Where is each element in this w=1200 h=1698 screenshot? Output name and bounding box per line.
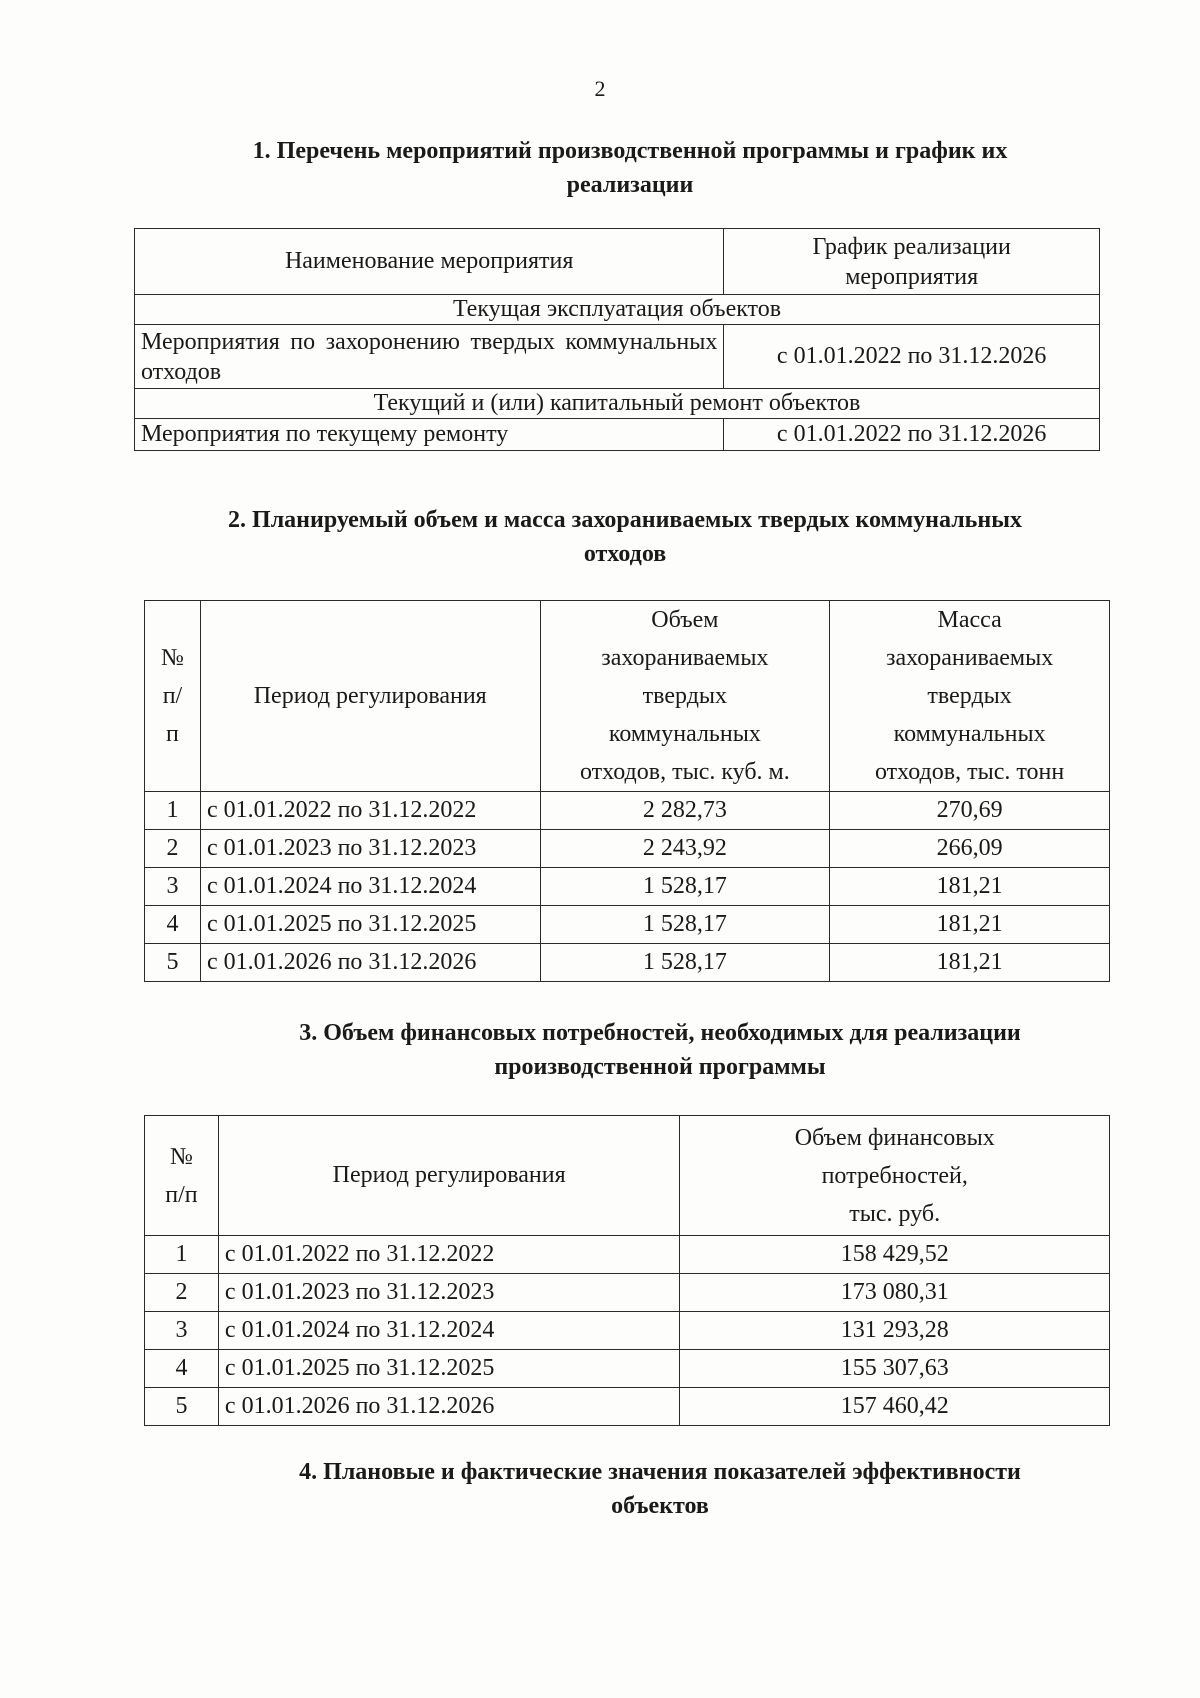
waste-row-mass: 181,21 — [830, 944, 1110, 982]
table-row — [145, 1350, 1110, 1388]
table-row — [145, 792, 1110, 830]
waste-row-period: с 01.01.2026 по 31.12.2026 — [200, 944, 540, 982]
measures-group-title: Текущая эксплуатация объектов — [135, 295, 1100, 325]
finance-row-num: 3 — [145, 1312, 219, 1350]
measures-header-schedule-line2: мероприятия — [845, 263, 979, 290]
waste-header-mass — [830, 601, 1110, 792]
finance-row-amount: 131 293,28 — [680, 1312, 1110, 1350]
waste-row-volume: 1 528,17 — [540, 944, 830, 982]
waste-header-mass-line: коммунальных — [893, 721, 1046, 747]
section4-title-line2: объектов — [611, 1493, 709, 1519]
waste-row-num: 5 — [145, 944, 201, 982]
waste-header-volume-line: Объем — [651, 607, 719, 633]
waste-row-num: 4 — [145, 906, 201, 944]
measures-header-schedule — [724, 229, 1100, 295]
waste-header-row — [145, 601, 1110, 792]
waste-row-volume: 2 282,73 — [540, 792, 830, 830]
waste-row-volume: 2 243,92 — [540, 830, 830, 868]
finance-row-amount: 155 307,63 — [680, 1350, 1110, 1388]
waste-row-volume: 1 528,17 — [540, 906, 830, 944]
finance-header-period: Период регулирования — [218, 1116, 680, 1236]
waste-row-mass: 181,21 — [830, 906, 1110, 944]
finance-header-amount-line: Объем финансовых — [794, 1124, 995, 1151]
finance-header-num-line: № — [170, 1143, 193, 1170]
section1-title — [0, 134, 1200, 202]
measures-group-row — [135, 389, 1100, 419]
table-row — [145, 830, 1110, 868]
waste-row-mass: 270,69 — [830, 792, 1110, 830]
finance-row-amount: 158 429,52 — [680, 1236, 1110, 1274]
table-row — [145, 944, 1110, 982]
waste-row-period: с 01.01.2022 по 31.12.2022 — [200, 792, 540, 830]
finance-header-amount-line: потребностей, — [821, 1162, 968, 1189]
finance-row-period: с 01.01.2024 по 31.12.2024 — [218, 1312, 680, 1350]
measures-group-title: Текущий и (или) капитальный ремонт объектов — [135, 389, 1100, 419]
waste-header-num — [145, 601, 201, 792]
waste-row-mass: 181,21 — [830, 868, 1110, 906]
waste-table — [144, 600, 1110, 982]
waste-header-volume-line: твердых — [642, 683, 728, 709]
section2-title-line1: 2. Планируемый объем и масса захораниваемых твердых коммунальных — [228, 507, 1022, 533]
waste-header-num-line: п/ — [162, 683, 183, 709]
finance-row-amount: 173 080,31 — [680, 1274, 1110, 1312]
measures-row — [135, 419, 1100, 451]
waste-row-period: с 01.01.2023 по 31.12.2023 — [200, 830, 540, 868]
measures-row-name: Мероприятия по захоронению твердых коммунальных отходов — [135, 325, 724, 389]
page-number: 2 — [594, 76, 606, 101]
measures-row-schedule: с 01.01.2022 по 31.12.2026 — [724, 325, 1100, 389]
table-row — [145, 868, 1110, 906]
finance-header-num-line: п/п — [165, 1181, 198, 1208]
measures-table — [134, 228, 1100, 451]
finance-header-num — [145, 1116, 219, 1236]
waste-header-num-line: п — [166, 721, 179, 747]
section3-title-line2: производственной программы — [494, 1054, 826, 1080]
finance-row-period: с 01.01.2023 по 31.12.2023 — [218, 1274, 680, 1312]
finance-row-num: 5 — [145, 1388, 219, 1426]
finance-header-row — [145, 1116, 1110, 1236]
section3-title-line1: 3. Объем финансовых потребностей, необходимых для реализации — [299, 1020, 1021, 1046]
table-row — [145, 906, 1110, 944]
measures-header-schedule-line1: График реализации — [812, 233, 1011, 260]
finance-row-period: с 01.01.2026 по 31.12.2026 — [218, 1388, 680, 1426]
waste-row-num: 2 — [145, 830, 201, 868]
finance-header-amount-line: тыс. руб. — [849, 1200, 941, 1227]
table-row — [145, 1388, 1110, 1426]
waste-header-volume — [540, 601, 830, 792]
table-row — [145, 1236, 1110, 1274]
measures-row-schedule: с 01.01.2022 по 31.12.2026 — [724, 419, 1100, 451]
waste-header-period: Период регулирования — [200, 601, 540, 792]
finance-row-period: с 01.01.2025 по 31.12.2025 — [218, 1350, 680, 1388]
finance-row-num: 1 — [145, 1236, 219, 1274]
section4-title-line1: 4. Плановые и фактические значения показателей эффективности — [299, 1459, 1021, 1485]
waste-row-num: 1 — [145, 792, 201, 830]
waste-header-mass-line: твердых — [927, 683, 1012, 709]
waste-header-volume-line: отходов, тыс. куб. м. — [579, 759, 790, 785]
measures-row — [135, 325, 1100, 389]
table-row — [145, 1274, 1110, 1312]
section1-title-line2: реализации — [566, 172, 694, 198]
waste-header-mass-line: отходов, тыс. тонн — [874, 759, 1065, 785]
section2-title-line2: отходов — [583, 541, 667, 567]
finance-table — [144, 1115, 1110, 1426]
finance-row-num: 4 — [145, 1350, 219, 1388]
measures-header-name: Наименование мероприятия — [135, 229, 724, 295]
section2-title — [0, 503, 1200, 571]
measures-row-name: Мероприятия по текущему ремонту — [135, 419, 724, 451]
measures-group-row — [135, 295, 1100, 325]
waste-row-period: с 01.01.2024 по 31.12.2024 — [200, 868, 540, 906]
waste-row-volume: 1 528,17 — [540, 868, 830, 906]
finance-row-period: с 01.01.2022 по 31.12.2022 — [218, 1236, 680, 1274]
waste-row-mass: 266,09 — [830, 830, 1110, 868]
finance-row-amount: 157 460,42 — [680, 1388, 1110, 1426]
section4-title — [0, 1455, 1200, 1523]
finance-row-num: 2 — [145, 1274, 219, 1312]
waste-header-num-line: № — [161, 645, 184, 671]
section3-title — [0, 1016, 1200, 1084]
measures-header-row — [135, 229, 1100, 295]
section1-title-line1: 1. Перечень мероприятий производственной программы и график их — [252, 138, 1008, 164]
waste-row-num: 3 — [145, 868, 201, 906]
waste-header-volume-line: коммунальных — [608, 721, 761, 747]
waste-header-mass-line: захораниваемых — [886, 645, 1054, 671]
waste-header-volume-line: захораниваемых — [601, 645, 769, 671]
waste-row-period: с 01.01.2025 по 31.12.2025 — [200, 906, 540, 944]
waste-header-mass-line: Масса — [937, 607, 1002, 633]
finance-header-amount — [680, 1116, 1110, 1236]
table-row — [145, 1312, 1110, 1350]
